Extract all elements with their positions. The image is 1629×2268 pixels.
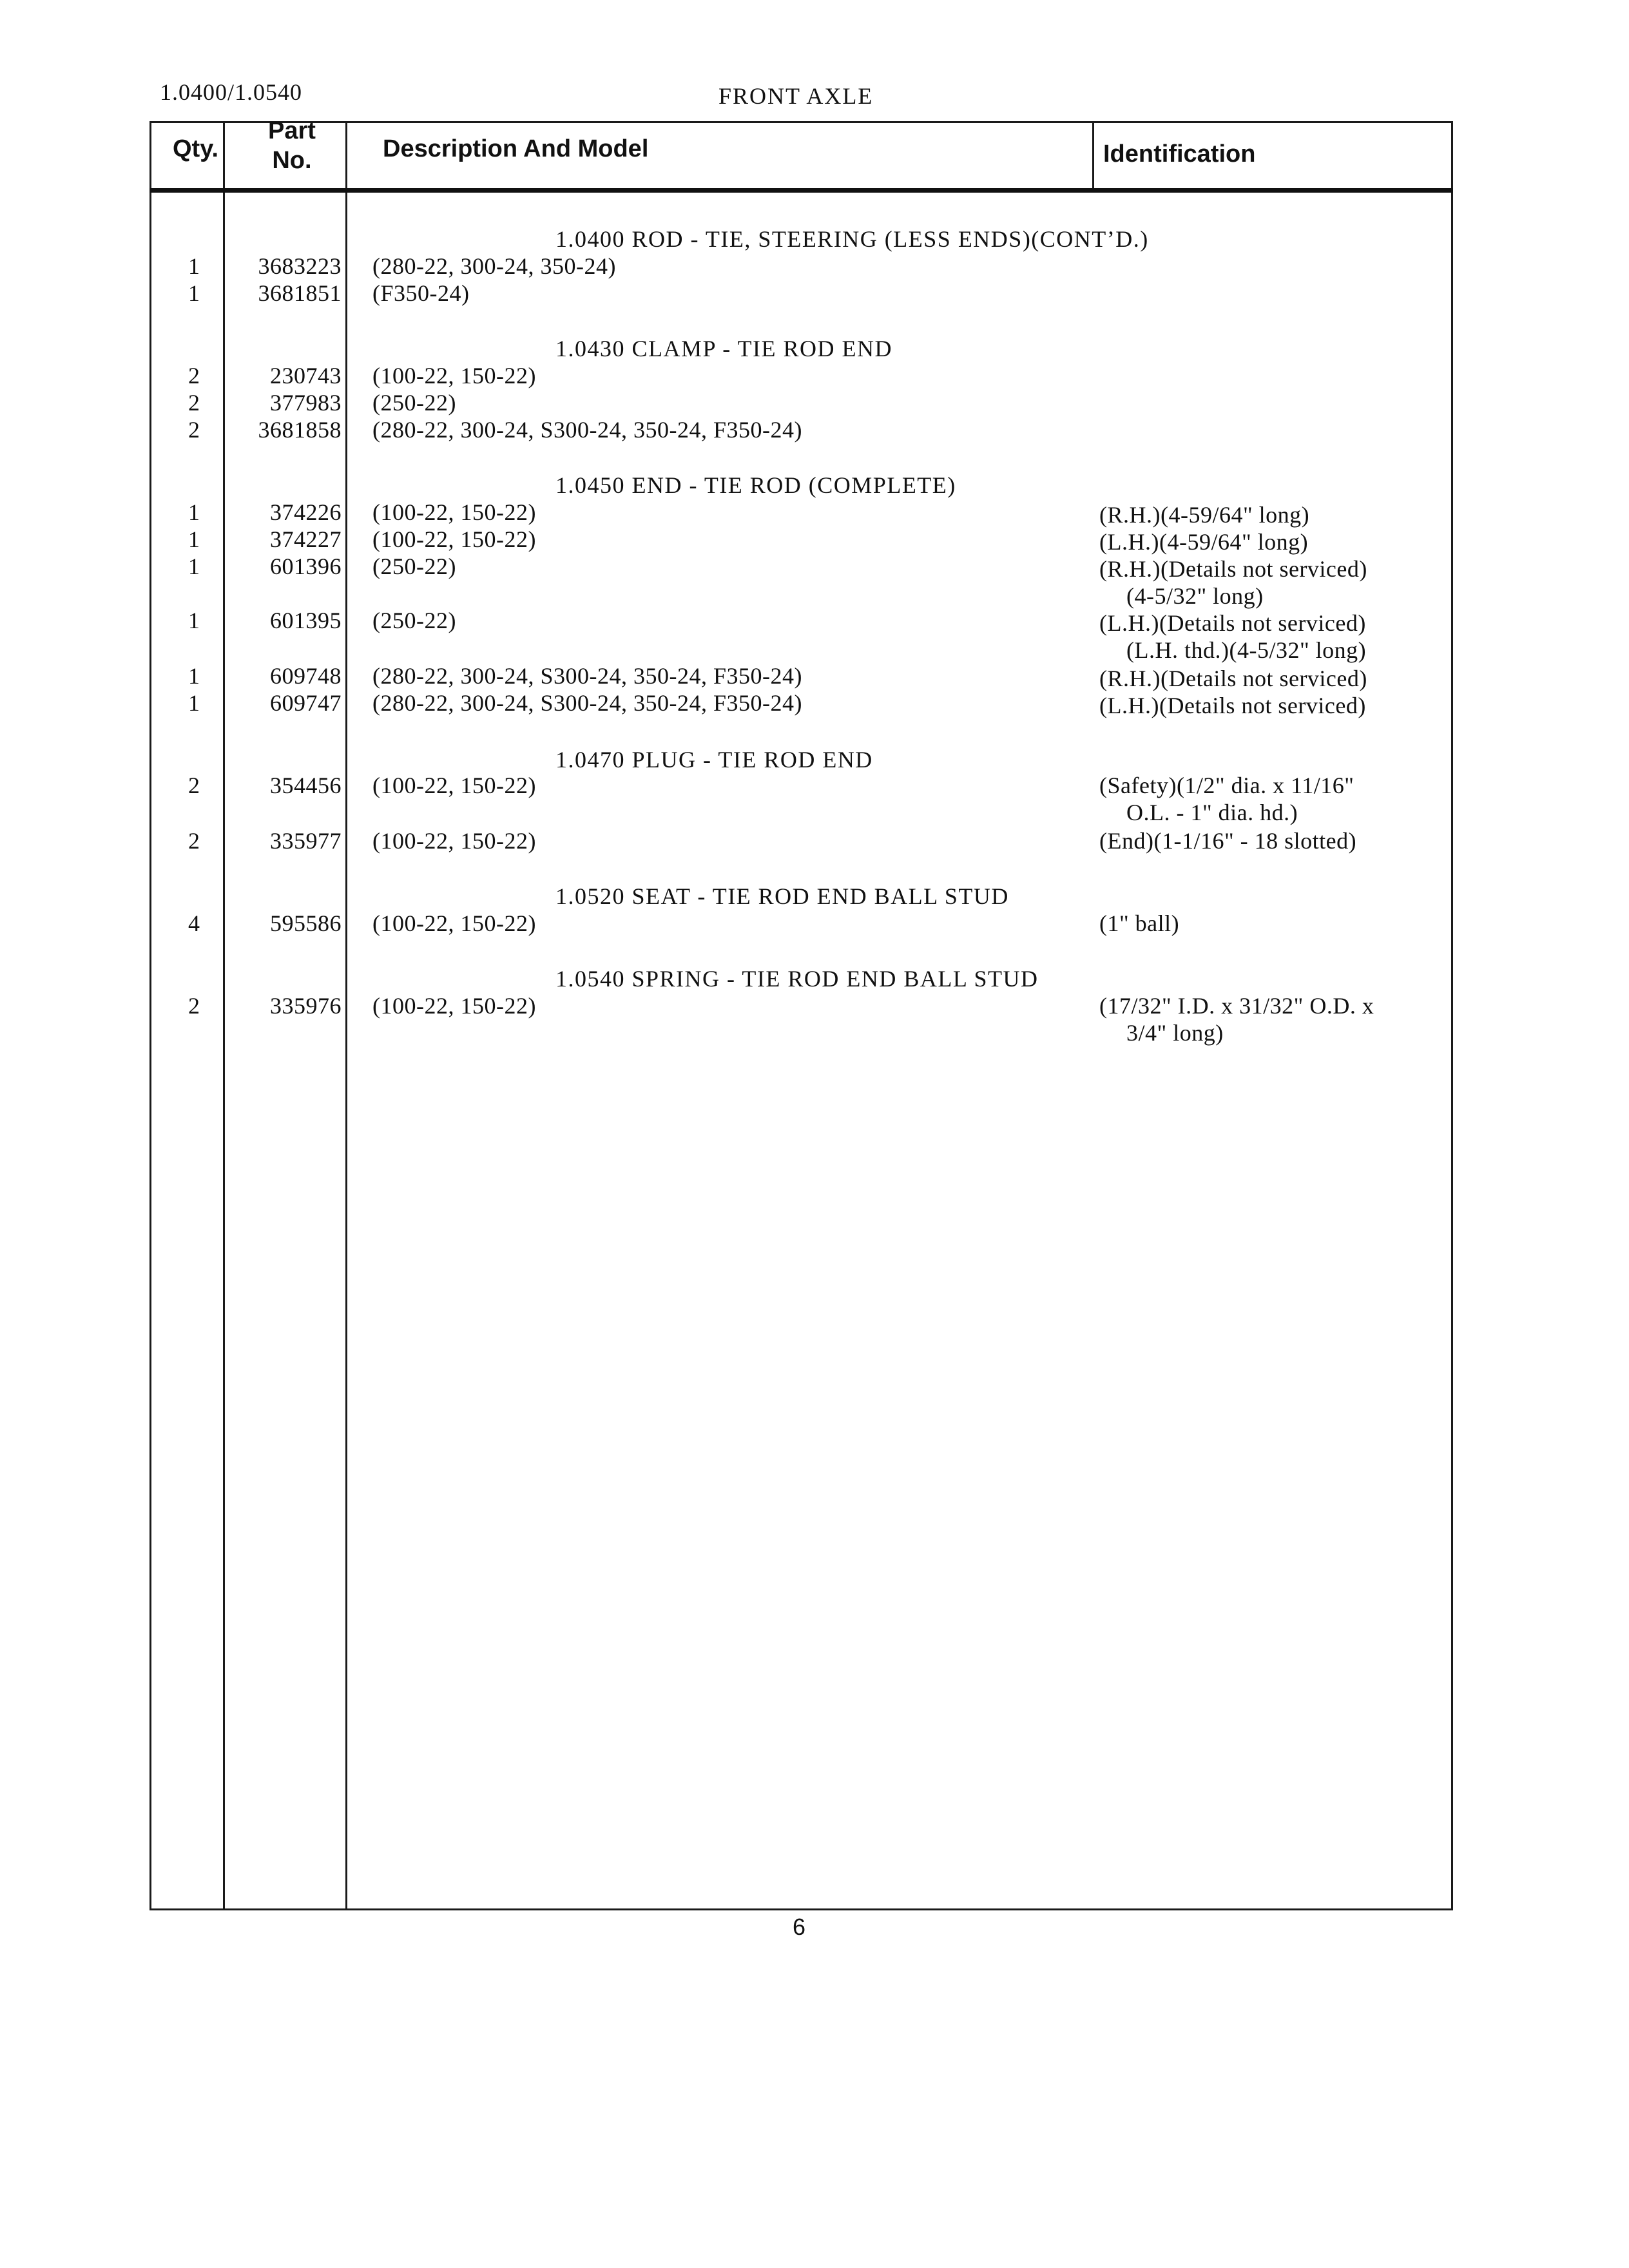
column-divider (223, 121, 225, 1910)
identification-cell-continued: (4-5/32" long) (1126, 583, 1264, 609)
qty-cell: 2 (188, 417, 200, 443)
description-cell: (280-22, 300-24, S300-24, 350-24, F350-24) (372, 690, 802, 716)
column-header-description: Description And Model (383, 135, 649, 162)
section-heading: 1.0540 SPRING - TIE ROD END BALL STUD (555, 966, 1039, 992)
identification-cell-continued: O.L. - 1" dia. hd.) (1126, 800, 1298, 825)
qty-cell: 1 (188, 608, 200, 633)
qty-cell: 2 (188, 390, 200, 416)
column-divider (1092, 121, 1094, 191)
identification-cell: (R.H.)(4-59/64" long) (1099, 502, 1310, 528)
section-heading: 1.0400 ROD - TIE, STEERING (LESS ENDS)(CONT’D.) (555, 226, 1149, 252)
part-number-cell: 595586 (270, 910, 342, 936)
part-number-cell: 3681851 (258, 280, 342, 306)
description-cell: (250-22) (372, 553, 456, 579)
identification-cell: (R.H.)(Details not serviced) (1099, 556, 1367, 582)
identification-cell: (1" ball) (1099, 910, 1180, 936)
description-cell: (100-22, 150-22) (372, 526, 536, 552)
column-header-part-line2: No. (272, 147, 312, 174)
page-number: 6 (793, 1914, 806, 1940)
part-number-cell: 377983 (270, 390, 342, 416)
part-number-cell: 354456 (270, 773, 342, 798)
part-number-cell: 335977 (270, 828, 342, 854)
qty-cell: 1 (188, 553, 200, 579)
part-number-cell: 601395 (270, 608, 342, 633)
part-number-cell: 3683223 (258, 253, 342, 279)
identification-cell: (Safety)(1/2" dia. x 11/16" (1099, 773, 1354, 798)
description-cell: (280-22, 300-24, S300-24, 350-24, F350-24) (372, 663, 802, 689)
qty-cell: 1 (188, 663, 200, 689)
identification-cell: (17/32" I.D. x 31/32" O.D. x (1099, 993, 1374, 1019)
qty-cell: 2 (188, 828, 200, 854)
identification-cell-continued: 3/4" long) (1126, 1020, 1224, 1046)
part-number-cell: 609748 (270, 663, 342, 689)
description-cell: (250-22) (372, 608, 456, 633)
part-number-cell: 335976 (270, 993, 342, 1019)
section-heading: 1.0450 END - TIE ROD (COMPLETE) (555, 472, 956, 498)
page-title: FRONT AXLE (718, 83, 874, 109)
description-cell: (100-22, 150-22) (372, 993, 536, 1019)
section-heading: 1.0430 CLAMP - TIE ROD END (555, 336, 892, 361)
qty-cell: 2 (188, 363, 200, 389)
qty-cell: 1 (188, 690, 200, 716)
section-heading: 1.0470 PLUG - TIE ROD END (555, 747, 873, 773)
section-range: 1.0400/1.0540 (160, 79, 303, 105)
qty-cell: 2 (188, 993, 200, 1019)
description-cell: (F350-24) (372, 280, 470, 306)
description-cell: (100-22, 150-22) (372, 910, 536, 936)
identification-cell: (L.H.)(Details not serviced) (1099, 610, 1366, 636)
description-cell: (100-22, 150-22) (372, 363, 536, 389)
identification-cell: (L.H.)(4-59/64" long) (1099, 529, 1309, 555)
identification-cell: (R.H.)(Details not serviced) (1099, 666, 1367, 691)
identification-cell-continued: (L.H. thd.)(4-5/32" long) (1126, 637, 1367, 663)
identification-cell: (L.H.)(Details not serviced) (1099, 693, 1366, 718)
description-cell: (100-22, 150-22) (372, 499, 536, 525)
part-number-cell: 230743 (270, 363, 342, 389)
identification-cell: (End)(1-1/16" - 18 slotted) (1099, 828, 1357, 854)
part-number-cell: 374227 (270, 526, 342, 552)
part-number-cell: 374226 (270, 499, 342, 525)
column-header-part-no (268, 116, 316, 175)
description-cell: (100-22, 150-22) (372, 773, 536, 798)
description-cell: (280-22, 300-24, 350-24) (372, 253, 616, 279)
qty-cell: 2 (188, 773, 200, 798)
description-cell: (100-22, 150-22) (372, 828, 536, 854)
column-header-qty: Qty. (173, 135, 219, 162)
qty-cell: 1 (188, 280, 200, 306)
column-header-identification: Identification (1103, 140, 1256, 168)
qty-cell: 1 (188, 253, 200, 279)
qty-cell: 4 (188, 910, 200, 936)
description-cell: (250-22) (372, 390, 456, 416)
description-cell: (280-22, 300-24, S300-24, 350-24, F350-24) (372, 417, 802, 443)
part-number-cell: 609747 (270, 690, 342, 716)
part-number-cell: 601396 (270, 553, 342, 579)
qty-cell: 1 (188, 526, 200, 552)
part-number-cell: 3681858 (258, 417, 342, 443)
section-heading: 1.0520 SEAT - TIE ROD END BALL STUD (555, 883, 1009, 909)
qty-cell: 1 (188, 499, 200, 525)
column-divider (345, 121, 347, 1910)
header-rule (149, 188, 1453, 193)
column-header-part-line1: Part (268, 117, 316, 144)
